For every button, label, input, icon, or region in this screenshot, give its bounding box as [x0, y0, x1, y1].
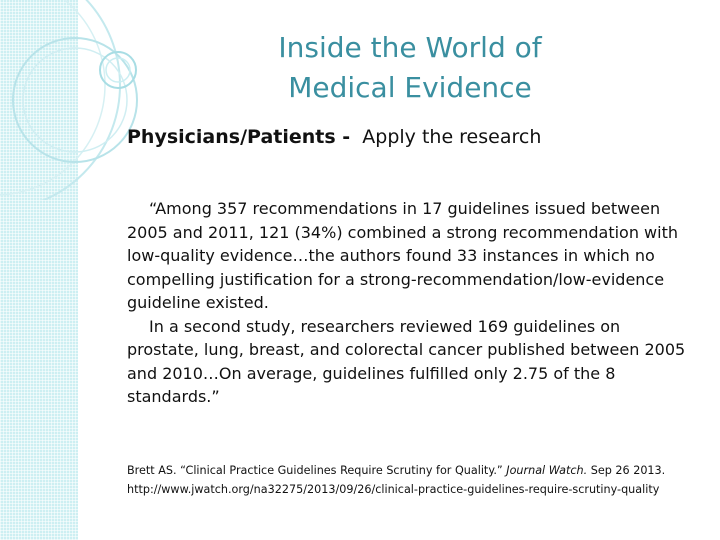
citation-suffix: Sep 26 2013. http://www.jwatch.org/na32275/2013/09/26/clinical-practice-guidelines-require-scrutiny-quality	[127, 464, 666, 496]
slide-title	[200, 28, 620, 108]
subtitle-label: Physicians/Patients -	[127, 126, 351, 148]
quote-paragraph-2: In a second study, researchers reviewed 169 guidelines on prostate, lung, breast, and colorectal cancer published between 2005 and 2010…On average, guidelines fulfilled only 2.75 of the 8 standards.”	[127, 316, 686, 406]
decorative-circle-large	[0, 0, 120, 200]
decorative-circle-medium-inner	[23, 48, 127, 152]
subtitle-text: Apply the research	[362, 126, 542, 148]
citation-prefix: Brett AS. “Clinical Practice Guidelines Require Scrutiny for Quality.”	[127, 464, 503, 477]
citation-journal: Journal Watch.	[506, 464, 588, 477]
quote-paragraph-1: “Among 357 recommendations in 17 guidelines issued between 2005 and 2011, 121 (34%) combined a strong recommendation with low-quality evidence…the authors found 33 instances in which no compelling justification for a strong-recommendation/low-evidence guideline existed.	[127, 199, 678, 312]
decorative-circles	[0, 0, 200, 200]
title-line-2: Medical Evidence	[288, 71, 532, 104]
quote-body	[127, 197, 695, 409]
slide-subtitle	[127, 126, 541, 148]
title-line-1: Inside the World of	[278, 31, 542, 64]
citation	[127, 462, 702, 499]
